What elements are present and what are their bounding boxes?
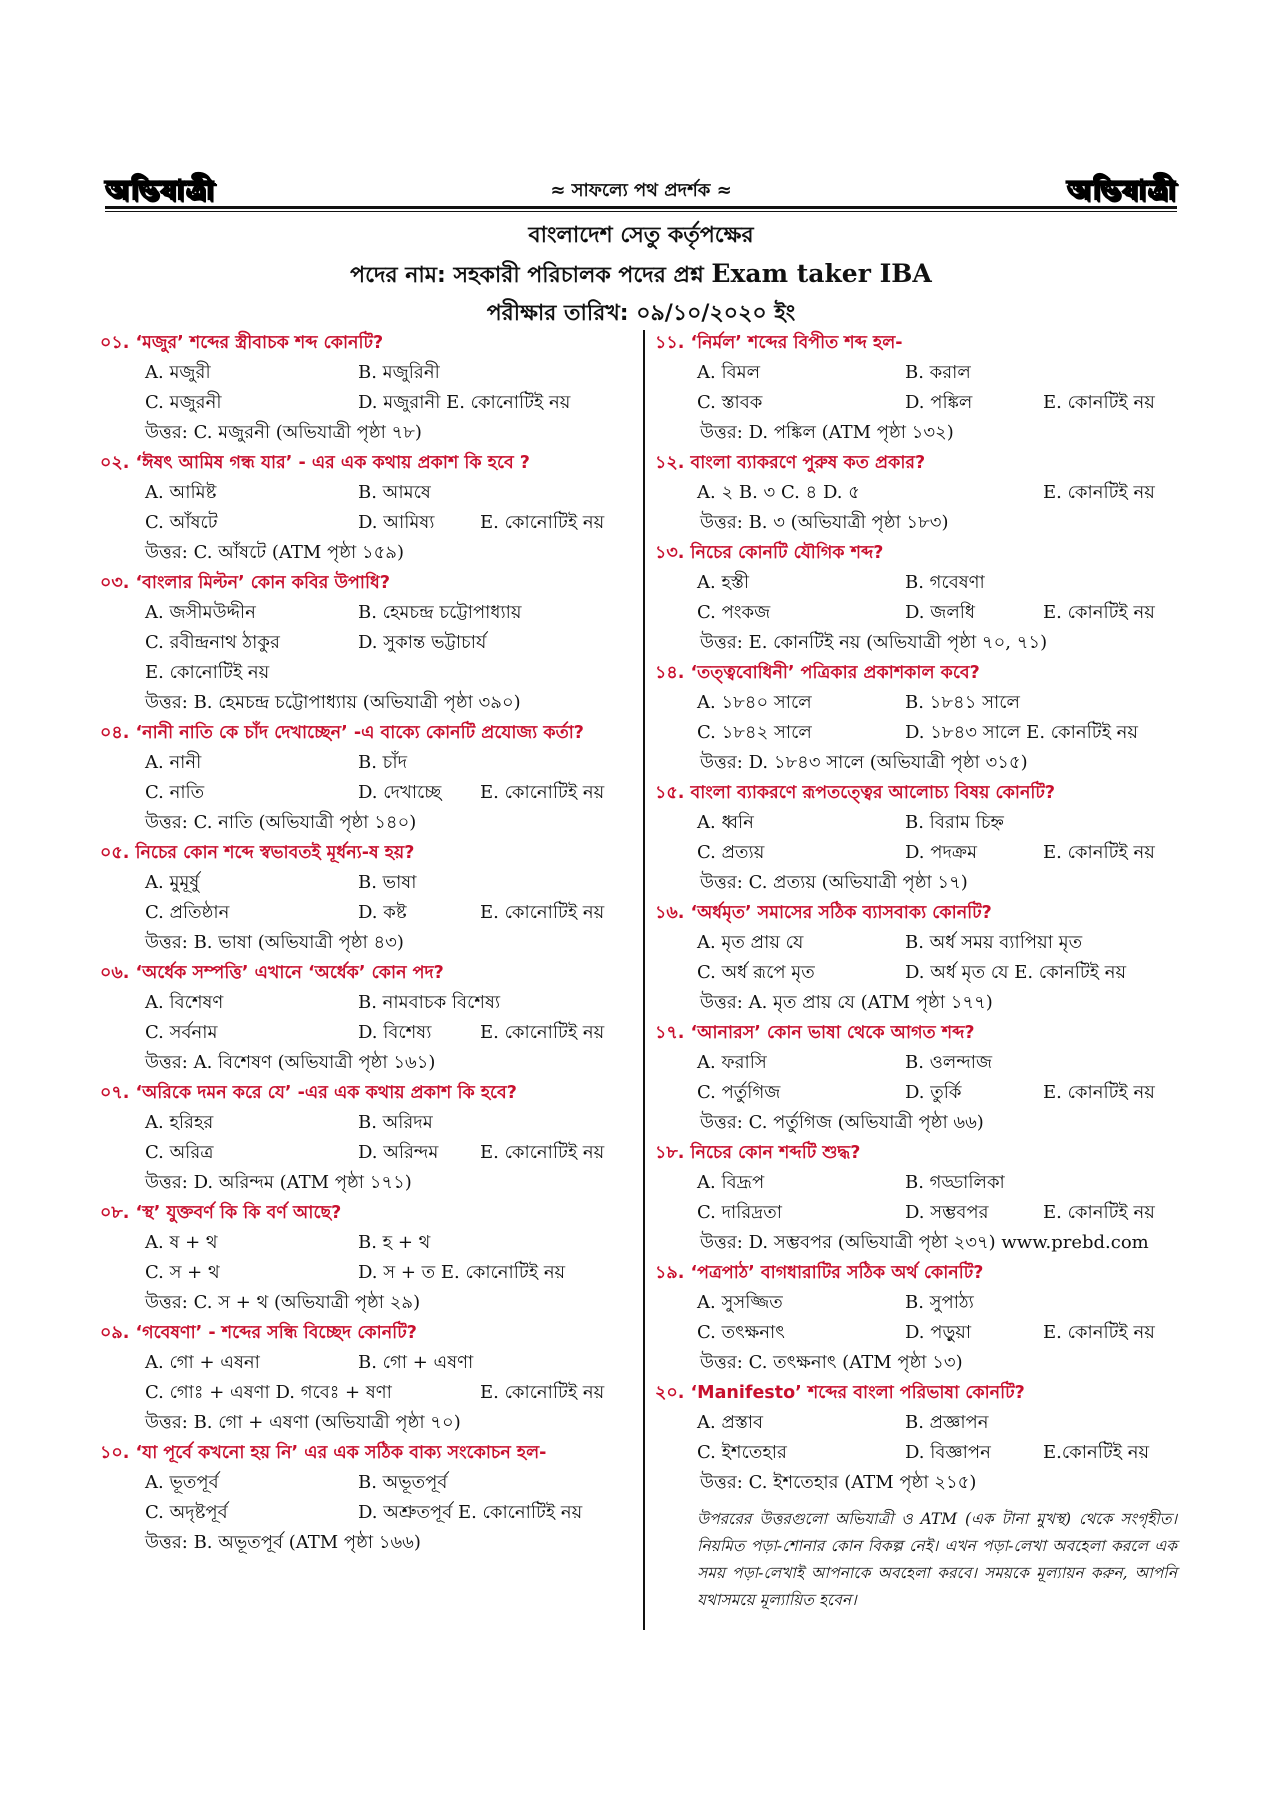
question-label: ‘বাংলার মিল্টন’ কোন কবির উপাধি? [135, 573, 390, 593]
answer-line: উত্তর: B. গো + এষণা (অভিযাত্রী পৃষ্ঠা ৭০) [145, 1412, 461, 1433]
option: B. অরিদম [358, 1112, 433, 1133]
option: C. মজুরনী [145, 392, 222, 413]
answer-line: উত্তর: B. হেমচন্দ্র চট্টোপাধ্যায় (অভিযাত্রী পৃষ্ঠা ৩৯০) [145, 692, 521, 713]
option: C. নাতি [145, 782, 205, 803]
option: A. হরিহর [145, 1112, 214, 1133]
question-text [100, 568, 638, 598]
exam-date: পরীক্ষার তারিখ: ০৯/১০/২০২০ ইং [486, 301, 796, 326]
option: C. সর্বনাম [145, 1022, 218, 1043]
answer-line: উত্তর: C. স + থ (অভিযাত্রী পৃষ্ঠা ২৯) [145, 1292, 421, 1313]
option: E. কোনোটিই নয় [480, 1022, 605, 1043]
option-row [100, 748, 638, 778]
question-text [100, 448, 638, 478]
question-text [655, 1018, 1185, 1048]
question-number: ১০. [100, 1443, 130, 1463]
logo-right: অভিযাত্রী [1066, 175, 1177, 206]
option: E. কোনোটিই নয় [480, 782, 605, 803]
question-number: ০৪. [100, 723, 130, 743]
option-row [100, 898, 638, 928]
question-label: ‘গবেষণা’ - শব্দের সন্ধি বিচ্ছেদ কোনটি? [135, 1323, 417, 1343]
answer-line: উত্তর: D. অরিন্দম (ATM পৃষ্ঠা ১৭১) [145, 1172, 412, 1193]
question-text [655, 778, 1185, 808]
question-label: বাংলা ব্যাকরণে রূপতত্ত্বের আলোচ্য বিষয় কোনটি? [690, 783, 1056, 803]
option: B. হেমচন্দ্র চট্টোপাধ্যায় [358, 602, 522, 623]
question-text [655, 448, 1185, 478]
option-row [100, 1228, 638, 1258]
option-row [655, 358, 1185, 388]
option: E. কোনটিই নয় [1043, 1202, 1155, 1223]
question-text [100, 1318, 638, 1348]
option: D. কষ্ট [358, 902, 407, 923]
question-text [655, 898, 1185, 928]
header-rule-thin [105, 211, 1177, 212]
option-row [100, 868, 638, 898]
option: D. পদক্রম [905, 842, 977, 863]
option: E. কোনোটিই নয় [145, 662, 270, 683]
answer-line: উত্তর: C. ইশতেহার (ATM পৃষ্ঠা ২১৫) [700, 1472, 977, 1493]
option-row [655, 478, 1185, 508]
right-column [655, 328, 1185, 1498]
question-item [655, 658, 1185, 778]
option: A. বিশেষণ [145, 992, 224, 1013]
question-number: ১২. [655, 453, 685, 473]
option: C. অর্ধ রূপে মৃত [697, 962, 815, 983]
post-title-bn: পদের নাম: সহকারী পরিচালক পদের প্রশ্ন [350, 263, 704, 288]
column-divider [643, 330, 645, 1630]
question-item [100, 718, 638, 838]
option-row [100, 988, 638, 1018]
question-label: বাংলা ব্যাকরণে পুরুষ কত প্রকার? [690, 453, 926, 473]
question-label: নিচের কোন শব্দে স্বভাবতই মূর্ধন্য-ষ হয়? [135, 843, 415, 863]
option: B. করাল [905, 362, 971, 383]
option: A. মজুরী [145, 362, 211, 383]
option-row [100, 598, 638, 628]
option: C. প্রতিষ্ঠান [145, 902, 230, 923]
question-text [655, 328, 1185, 358]
post-title [105, 255, 1177, 295]
option: D. সুকান্ত ভট্টাচার্য [358, 632, 487, 653]
option-row [655, 808, 1185, 838]
question-label: নিচের কোনটি যৌগিক শব্দ? [690, 543, 884, 563]
footer-note: উপররের উত্তরগুলো অভিযাত্রী ও ATM (এক টানা মুখস্থ) থেকে সংগৃহীত। নিয়মিত পড়া-শোনার কোন বিকল্প নেই। এখন পড়া-লেখা অবহেলা করলে এক সময় পড়া-লেখাই আপনাকে অবহেলা করবে। সময়কে মূল্যায়ন করুন, আপনি যথাসময়ে মূল্যায়িত হবেন। [697, 1510, 1177, 1609]
option-row [100, 358, 638, 388]
option-row [655, 958, 1185, 988]
question-text [100, 328, 638, 358]
post-title-en: Exam taker IBA [711, 259, 932, 288]
option: B. ১৮৪১ সালে [905, 692, 1020, 713]
title-block [105, 217, 1177, 333]
option-row [655, 718, 1185, 748]
question-label: ‘যা পূর্বে কখনো হয় নি’ এর এক সঠিক বাক্য সংকোচন হল- [135, 1443, 547, 1463]
question-text [655, 1258, 1185, 1288]
option-row [100, 388, 638, 418]
option-row [100, 508, 638, 538]
option-row [655, 688, 1185, 718]
option-row [655, 1408, 1185, 1438]
question-label: ‘Manifesto’ শব্দের বাংলা পরিভাষা কোনটি? [690, 1383, 1025, 1403]
option: A. মৃত প্রায় যে [697, 932, 804, 953]
question-item [655, 1378, 1185, 1498]
question-item [655, 328, 1185, 448]
option: C. ইশতেহার [697, 1442, 787, 1463]
question-number: ০১. [100, 333, 130, 353]
page-header [105, 170, 1177, 206]
option: A. ২ B. ৩ C. ৪ D. ৫ [697, 482, 860, 503]
question-number: ১৭. [655, 1023, 685, 1043]
question-item [100, 1438, 638, 1558]
option-row [655, 1168, 1185, 1198]
question-number: ১৬. [655, 903, 685, 923]
option: A. গো + এষনা [145, 1352, 260, 1373]
option-row [655, 1048, 1185, 1078]
question-number: ১১. [655, 333, 685, 353]
option-row [100, 778, 638, 808]
option: C. গোঃ + এষণা D. গবেঃ + ষণা [145, 1382, 392, 1403]
option: B. প্রজ্ঞাপন [905, 1412, 989, 1433]
option: A. বিমল [697, 362, 761, 383]
option: A. সুসজ্জিত [697, 1292, 783, 1313]
answer-line: উত্তর: E. কোনটিই নয় (অভিযাত্রী পৃষ্ঠা ৭০, ৭১) [700, 632, 1048, 653]
option-row [655, 1318, 1185, 1348]
option: D. দেখাচ্ছে [358, 782, 442, 803]
question-label: নিচের কোন শব্দটি শুদ্ধ? [690, 1143, 861, 1163]
option: B. ওলন্দাজ [905, 1052, 993, 1073]
answer-line: উত্তর: B. ভাষা (অভিযাত্রী পৃষ্ঠা ৪৩) [145, 932, 404, 953]
option: A. হস্তী [697, 572, 749, 593]
option: A. ১৮৪০ সালে [697, 692, 812, 713]
question-text [655, 1378, 1185, 1408]
option-row [655, 1198, 1185, 1228]
question-item [100, 838, 638, 958]
option: A. ভূতপূর্ব [145, 1472, 219, 1493]
question-item [100, 958, 638, 1078]
question-label: ‘ঈষৎ আমিষ গন্ধ যার’ - এর এক কথায় প্রকাশ কি হবে ? [135, 453, 530, 473]
option: B. আমষে [358, 482, 431, 503]
option: C. স্তাবক [697, 392, 763, 413]
option-row [100, 628, 638, 658]
option: B. বিরাম চিহ্ন [905, 812, 1004, 833]
question-number: ২০. [655, 1383, 685, 1403]
answer-line: উত্তর: C. নাতি (অভিযাত্রী পৃষ্ঠা ১৪০) [145, 812, 417, 833]
question-item [100, 448, 638, 568]
option-row [100, 1468, 638, 1498]
option: B. গো + এষণা [358, 1352, 474, 1373]
question-item [100, 568, 638, 718]
option: B. হ + থ [358, 1232, 431, 1253]
question-item [100, 1198, 638, 1318]
option-row [655, 598, 1185, 628]
option: B. অভূতপূর্ব [358, 1472, 448, 1493]
question-label: ‘মজুর’ শব্দের স্ত্রীবাচক শব্দ কোনটি? [135, 333, 384, 353]
question-number: ০৩. [100, 573, 130, 593]
option-row [100, 1498, 638, 1528]
question-text [100, 1078, 638, 1108]
question-label: ‘অর্ধেক সম্পত্তি’ এখানে ‘অর্ধেক’ কোন পদ? [135, 963, 444, 983]
question-item [655, 448, 1185, 538]
option-row [100, 1258, 638, 1288]
question-label: ‘তত্ত্ববোধিনী’ পত্রিকার প্রকাশকাল কবে? [690, 663, 980, 683]
option: A. নানী [145, 752, 202, 773]
option: C. তৎক্ষনাৎ [697, 1322, 785, 1343]
question-number: ১৯. [655, 1263, 685, 1283]
option: E. কোনটিই নয় [1043, 392, 1155, 413]
answer-line: উত্তর: D. সম্ভবপর (অভিযাত্রী পৃষ্ঠা ২৩৭) www.prebd.com [700, 1232, 1149, 1253]
option: D. সম্ভবপর [905, 1202, 989, 1223]
option-row [100, 1138, 638, 1168]
question-label: ‘অরিকে দমন করে যে’ -এর এক কথায় প্রকাশ কি হবে? [135, 1083, 517, 1103]
option: B. ভাষা [358, 872, 417, 893]
option: C. ১৮৪২ সালে [697, 722, 812, 743]
question-item [655, 538, 1185, 658]
option: B. মজুরিনী [358, 362, 440, 383]
answer-line: উত্তর: B. অভূতপূর্ব (ATM পৃষ্ঠা ১৬৬) [145, 1532, 421, 1553]
option-row [655, 1078, 1185, 1108]
question-label: ‘নির্মল’ শব্দের বিপীত শব্দ হল- [690, 333, 903, 353]
option: D. পড়ুয়া [905, 1322, 972, 1343]
answer-line: উত্তর: A. বিশেষণ (অভিযাত্রী পৃষ্ঠা ১৬১) [145, 1052, 436, 1073]
option: D. অর্ধ মৃত যে E. কোনটিই নয় [905, 962, 1127, 983]
logo-left: অভিযাত্রী [105, 175, 216, 206]
question-item [655, 778, 1185, 898]
question-number: ১৩. [655, 543, 685, 563]
option-row [655, 1288, 1185, 1318]
option: E. কোনটিই নয় [1043, 1082, 1155, 1103]
option-row [100, 478, 638, 508]
option: D. আমিষ্য [358, 512, 435, 533]
option-row [655, 568, 1185, 598]
question-text [655, 1138, 1185, 1168]
left-column [100, 328, 638, 1558]
option: E. কোনটিই নয় [1043, 1322, 1155, 1343]
option: D. পঙ্কিল [905, 392, 973, 413]
question-item [100, 1078, 638, 1198]
option-row [100, 1348, 638, 1378]
option: C. অরিত্র [145, 1142, 214, 1163]
question-number: ০৫. [100, 843, 130, 863]
question-number: ০৭. [100, 1083, 130, 1103]
option: A. আমিষ্ট [145, 482, 217, 503]
question-label: ‘নানী নাতি কে চাঁদ দেখাচ্ছেন’ -এ বাক্যে কোনটি প্রযোজ্য কর্তা? [135, 723, 584, 743]
option: A. জসীমউদ্দীন [145, 602, 256, 623]
question-text [100, 1198, 638, 1228]
question-text [655, 658, 1185, 688]
answer-line: উত্তর: C. প্রত্যয় (অভিযাত্রী পৃষ্ঠা ১৭) [700, 872, 968, 893]
option: D. জলধি [905, 602, 975, 623]
answer-line: উত্তর: C. আঁষটে (ATM পৃষ্ঠা ১৫৯) [145, 542, 404, 563]
question-number: ০২. [100, 453, 130, 473]
option: D. ১৮৪৩ সালে E. কোনটিই নয় [905, 722, 1139, 743]
option: B. অর্ধ সময় ব্যাপিয়া মৃত [905, 932, 1083, 953]
question-number: ১৪. [655, 663, 685, 683]
header-rule [105, 206, 1177, 209]
option: D. স + ত E. কোনোটিই নয় [358, 1262, 566, 1283]
answer-line: উত্তর: C. তৎক্ষনাৎ (ATM পৃষ্ঠা ১৩) [700, 1352, 963, 1373]
option: B. গড্ডালিকা [905, 1172, 1005, 1193]
question-item [655, 1018, 1185, 1138]
option: D. অশ্রুতপূর্ব E. কোনোটিই নয় [358, 1502, 583, 1523]
organization-title: বাংলাদেশ সেতু কর্তৃপক্ষের [528, 223, 754, 248]
option: B. চাঁদ [358, 752, 408, 773]
answer-line: উত্তর: A. মৃত প্রায় যে (ATM পৃষ্ঠা ১৭৭) [700, 992, 993, 1013]
question-item [100, 1318, 638, 1438]
option: E. কোনটিই নয় [1043, 602, 1155, 623]
question-number: ০৮. [100, 1203, 130, 1223]
option: B. গবেষণা [905, 572, 985, 593]
option: E. কোনোটিই নয় [480, 1382, 605, 1403]
option: A. ফরাসি [697, 1052, 767, 1073]
answer-line: উত্তর: C. মজুরনী (অভিযাত্রী পৃষ্ঠা ৭৮) [145, 422, 422, 443]
question-text [100, 1438, 638, 1468]
question-text [100, 958, 638, 988]
option: C. প্রত্যয় [697, 842, 765, 863]
option: D. বিশেষ্য [358, 1022, 432, 1043]
option: C. রবীন্দ্রনাথ ঠাকুর [145, 632, 280, 653]
option: C. পংকজ [697, 602, 771, 623]
option: D. অরিন্দম [358, 1142, 439, 1163]
question-number: ০৯. [100, 1323, 130, 1343]
option-row [655, 388, 1185, 418]
option-row [655, 928, 1185, 958]
option: C. আঁষটে [145, 512, 218, 533]
option: A. ষ + থ [145, 1232, 218, 1253]
answer-line: উত্তর: D. ১৮৪৩ সালে (অভিযাত্রী পৃষ্ঠা ৩১৫) [700, 752, 1028, 773]
question-item [100, 328, 638, 448]
question-text [100, 838, 638, 868]
option: A. বিদ্রূপ [697, 1172, 765, 1193]
question-label: ‘পত্রপাঠ’ বাগধারাটির সঠিক অর্থ কোনটি? [690, 1263, 984, 1283]
option: E. কোনটিই নয় [1043, 482, 1155, 503]
answer-line: উত্তর: B. ৩ (অভিযাত্রী পৃষ্ঠা ১৮৩) [700, 512, 949, 533]
option: D. মজুরানী E. কোনোটিই নয় [358, 392, 571, 413]
option-row [655, 1438, 1185, 1468]
option-row [100, 658, 638, 688]
question-label: ‘স্থ’ যুক্তবর্ণ কি কি বর্ণ আছে? [135, 1203, 342, 1223]
question-number: ১৫. [655, 783, 685, 803]
option: A. প্রস্তাব [697, 1412, 764, 1433]
option: A. মুমূর্ষু [145, 872, 200, 893]
option: B. নামবাচক বিশেষ্য [358, 992, 501, 1013]
option: E. কোনটিই নয় [1043, 842, 1155, 863]
option-row [100, 1018, 638, 1048]
option: C. স + থ [145, 1262, 220, 1283]
option-row [655, 838, 1185, 868]
option: E.কোনটিই নয় [1043, 1442, 1150, 1463]
question-item [655, 1138, 1185, 1258]
option: E. কোনোটিই নয় [480, 902, 605, 923]
question-number: ০৬. [100, 963, 130, 983]
question-label: ‘আনারস’ কোন ভাষা থেকে আগত শব্দ? [690, 1023, 975, 1043]
option: C. দারিদ্রতা [697, 1202, 782, 1223]
question-label: ‘অর্ধমৃত’ সমাসের সঠিক ব্যাসবাক্য কোনটি? [690, 903, 992, 923]
question-item [655, 1258, 1185, 1378]
option: A. ধ্বনি [697, 812, 754, 833]
option-row [100, 1378, 638, 1408]
option: E. কোনোটিই নয় [480, 512, 605, 533]
question-text [655, 538, 1185, 568]
question-number: ১৮. [655, 1143, 685, 1163]
option-row [100, 1108, 638, 1138]
option: C. অদৃষ্টপূর্ব [145, 1502, 228, 1523]
answer-line: উত্তর: C. পর্তুগিজ (অভিযাত্রী পৃষ্ঠা ৬৬) [700, 1112, 984, 1133]
option: B. সুপাঠ্য [905, 1292, 974, 1313]
option: C. পর্তুগিজ [697, 1082, 781, 1103]
tagline: ≈ সাফল্যে পথ প্রদর্শক ≈ [550, 180, 732, 201]
question-text [100, 718, 638, 748]
option: D. বিজ্ঞাপন [905, 1442, 991, 1463]
option: D. তুর্কি [905, 1082, 962, 1103]
option: E. কোনোটিই নয় [480, 1142, 605, 1163]
answer-line: উত্তর: D. পঙ্কিল (ATM পৃষ্ঠা ১৩২) [700, 422, 954, 443]
question-item [655, 898, 1185, 1018]
